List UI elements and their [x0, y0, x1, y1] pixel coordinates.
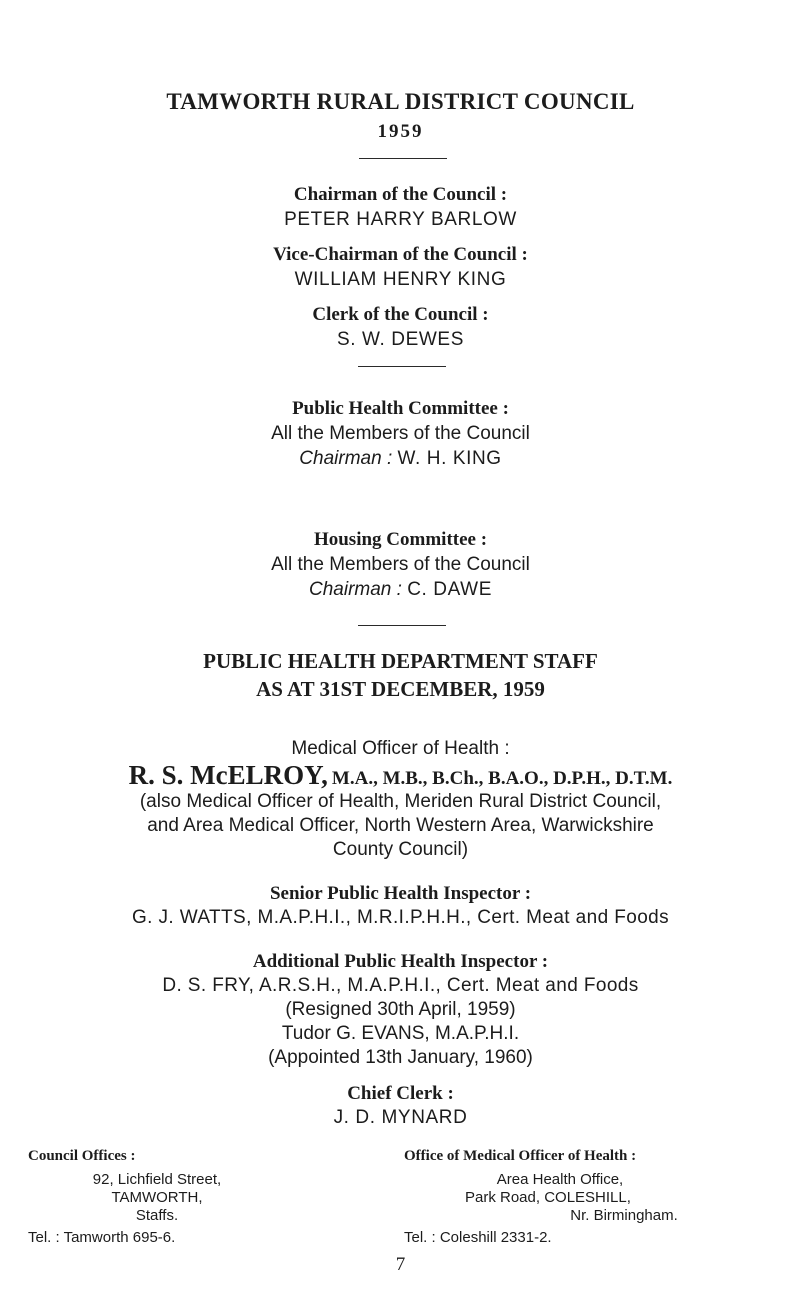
moh-name: R. S. McELROY, [128, 760, 328, 790]
additional-inspector-line1: D. S. FRY, A.R.S.H., M.A.P.H.I., Cert. Meat and Foods [162, 975, 639, 996]
council-offices-heading: Council Offices : [28, 1148, 136, 1164]
moh-office-tel: Tel. : Coleshill 2331-2. [404, 1229, 552, 1246]
council-offices-line1: 92, Lichfield Street, [92, 1171, 222, 1188]
public-health-committee-chair [0, 448, 801, 470]
housing-committee-members: All the Members of the Council [271, 554, 530, 575]
housing-committee-title: Housing Committee : [313, 529, 488, 550]
housing-committee-chair [0, 579, 801, 601]
moh-note-line2: and Area Medical Officer, North Western Area, Warwickshire [147, 815, 654, 836]
chairman-label: Chairman of the Council : [293, 184, 508, 205]
moh-office-heading: Office of Medical Officer of Health : [404, 1148, 637, 1164]
moh-office-line3: Nr. Birmingham. [570, 1207, 678, 1224]
report-year: 1959 [377, 121, 424, 142]
clerk-label: Clerk of the Council : [312, 304, 489, 325]
divider [359, 158, 447, 159]
council-title: TAMWORTH RURAL DISTRICT COUNCIL [166, 89, 635, 114]
moh-note-line1: (also Medical Officer of Health, Meriden Rural District Council, [139, 791, 662, 812]
vice-chairman-name: WILLIAM HENRY KING [294, 269, 507, 290]
clerk-name: S. W. DEWES [337, 329, 464, 350]
additional-inspector-line3: Tudor G. EVANS, M.A.P.H.I. [281, 1023, 520, 1044]
staff-heading-line1: PUBLIC HEALTH DEPARTMENT STAFF [203, 649, 598, 673]
council-offices-line2: TAMWORTH, [111, 1189, 203, 1206]
additional-inspector-line4: (Appointed 13th January, 1960) [268, 1047, 533, 1068]
chair-name: W. H. KING [397, 448, 502, 469]
chair-name: C. DAWE [407, 579, 492, 600]
council-offices-line3: Staffs. [135, 1207, 179, 1224]
chairman-italic-label: Chairman : [299, 448, 393, 469]
public-health-committee-members: All the Members of the Council [271, 423, 530, 444]
moh-name-line [0, 760, 801, 791]
page-number: 7 [395, 1254, 406, 1275]
divider [358, 366, 446, 367]
additional-inspector-line2: (Resigned 30th April, 1959) [285, 999, 516, 1020]
staff-heading-line2: AS AT 31ST DECEMBER, 1959 [256, 677, 545, 701]
chairman-name: PETER HARRY BARLOW [284, 209, 517, 230]
vice-chairman-label: Vice-Chairman of the Council : [273, 244, 528, 265]
chief-clerk-label: Chief Clerk : [347, 1083, 454, 1104]
chairman-italic-label: Chairman : [309, 579, 402, 600]
moh-office-line1: Area Health Office, [496, 1171, 624, 1188]
moh-office-line2: Park Road, COLESHILL, [465, 1189, 631, 1206]
chief-clerk-name: J. D. MYNARD [333, 1107, 468, 1128]
council-offices-tel: Tel. : Tamworth 695-6. [28, 1229, 176, 1246]
moh-note-line3: County Council) [332, 839, 469, 860]
divider [358, 625, 446, 626]
moh-label: Medical Officer of Health : [291, 738, 510, 759]
moh-qualifications: M.A., M.B., B.Ch., B.A.O., D.P.H., D.T.M. [331, 768, 673, 789]
public-health-committee-title: Public Health Committee : [292, 398, 509, 419]
senior-inspector-label: Senior Public Health Inspector : [269, 883, 532, 904]
additional-inspector-label: Additional Public Health Inspector : [252, 951, 549, 972]
senior-inspector-name: G. J. WATTS, M.A.P.H.I., M.R.I.P.H.H., Cert. Meat and Foods [131, 907, 670, 928]
